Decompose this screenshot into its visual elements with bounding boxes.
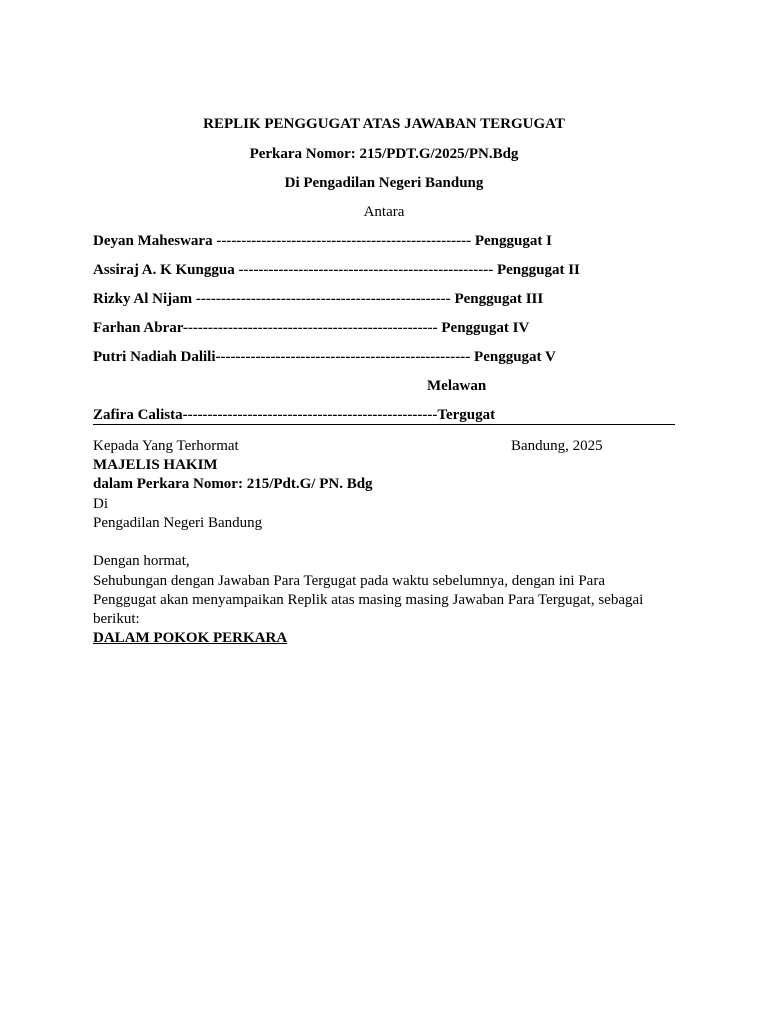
party-separator: ---------------------------------------------------: [212, 233, 475, 249]
party-name: Assiraj A. K Kunggua: [93, 262, 235, 278]
salutation: Dengan hormat,: [93, 553, 190, 569]
party-name: Putri Nadiah Dalili: [93, 349, 216, 365]
party-separator: ---------------------------------------------------: [215, 349, 475, 365]
party-line: [93, 233, 552, 250]
defendant-name: Zafira Calista: [93, 407, 183, 423]
addressee-case-ref: dalam Perkara Nomor: 215/Pdt.G/ PN. Bdg: [93, 476, 373, 492]
body-paragraph-line: berikut:: [93, 611, 140, 627]
party-line: [93, 349, 556, 366]
body-paragraph-line: Penggugat akan menyampaikan Replik atas masing masing Jawaban Para Tergugat, sebagai: [93, 592, 644, 608]
party-role: Penggugat V: [474, 349, 556, 365]
party-role: Penggugat II: [496, 262, 580, 278]
defendant-line: [93, 407, 495, 424]
party-name: Farhan Abrar: [93, 320, 183, 336]
addressee-di: Di: [93, 496, 108, 512]
letter-date: Bandung, 2025: [511, 438, 603, 454]
addressee-greeting: Kepada Yang Terhormat: [93, 438, 239, 454]
document-title: REPLIK PENGGUGAT ATAS JAWABAN TERGUGAT: [203, 116, 565, 132]
section-heading: DALAM POKOK PERKARA: [93, 630, 288, 646]
addressee-court: Pengadilan Negeri Bandung: [93, 515, 263, 531]
horizontal-divider: [93, 424, 675, 425]
party-name: Rizky Al Nijam: [93, 291, 193, 307]
party-separator: ---------------------------------------------------: [182, 320, 442, 336]
between-label: Antara: [363, 204, 405, 220]
party-line: [93, 291, 543, 308]
party-separator: ---------------------------------------------------: [192, 291, 455, 307]
party-role: Penggugat I: [474, 233, 552, 249]
party-separator: ---------------------------------------------------: [234, 262, 497, 278]
defendant-separator: ---------------------------------------------------: [182, 407, 438, 423]
court-name: Di Pengadilan Negeri Bandung: [284, 175, 484, 191]
party-line: [93, 262, 580, 279]
party-line: [93, 320, 529, 337]
party-name: Deyan Maheswara: [93, 233, 213, 249]
versus-label: Melawan: [427, 378, 487, 394]
body-paragraph-line: Sehubungan dengan Jawaban Para Tergugat pada waktu sebelumnya, dengan ini Para: [93, 573, 605, 589]
party-role: Penggugat IV: [441, 320, 530, 336]
case-number: Perkara Nomor: 215/PDT.G/2025/PN.Bdg: [249, 146, 519, 162]
party-role: Penggugat III: [454, 291, 544, 307]
addressee-judges: MAJELIS HAKIM: [93, 457, 218, 473]
defendant-role: Tergugat: [437, 407, 496, 423]
